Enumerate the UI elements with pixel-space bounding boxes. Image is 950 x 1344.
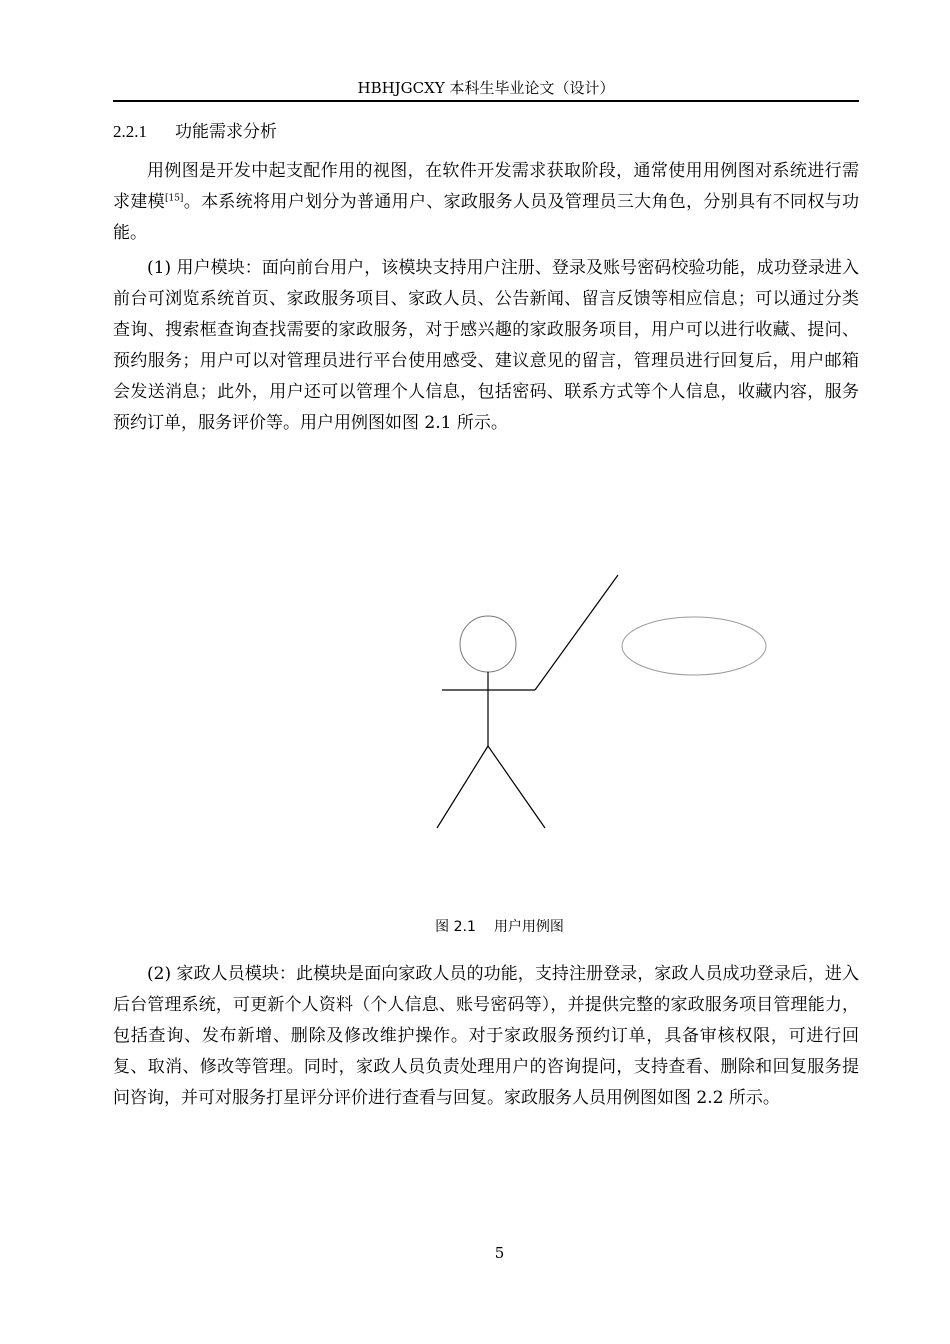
- actor-figure: [437, 616, 545, 828]
- use-case-ellipse: [622, 617, 766, 675]
- citation-reference: [15]: [164, 193, 184, 204]
- actor-leg-left: [437, 746, 488, 828]
- page-number: 5: [494, 1244, 505, 1262]
- actor-leg-right: [488, 746, 545, 828]
- section-number: 2.2.1: [113, 122, 147, 141]
- paragraph-intro-text: 用例图是开发中起支配作用的视图，在软件开发需求获取阶段，通常使用用例图对系统进行需求建模: [113, 161, 859, 212]
- association-line: [535, 575, 618, 690]
- page-header: HBHJGCXY 本科生毕业论文（设计）: [357, 79, 615, 97]
- paragraph-intro-text-continued: 。本系统将用户划分为普通用户、家政服务人员及管理员三大角色，分别具有不同权与功能。: [113, 192, 860, 243]
- figure-caption: [113, 916, 886, 938]
- paragraph-staff-module: (2) 家政人员模块：此模块是面向家政人员的功能，支持注册登录，家政人员成功登录后，进入后台管理系统，可更新个人资料（个人信息、账号密码等），并提供完整的家政服务项目管理能力，包括查询、发布新增、删除及修改维护操作。对于家政服务预约订单，具备审核权限，可进行回复、取消、修改等管理。同时，家政人员负责处理用户的咨询提问，支持查看、删除和回复服务提问咨询，并可对服务打星评分评价进行查看与回复。家政服务人员用例图如图 2.2 所示。: [113, 964, 859, 1108]
- section-title: 功能需求分析: [175, 122, 277, 142]
- actor-head: [460, 616, 516, 672]
- use-case-diagram-svg: [380, 560, 800, 850]
- section-heading: [113, 119, 277, 145]
- paragraph-user-module: (1) 用户模块：面向前台用户，该模块支持用户注册、登录及账号密码校验功能，成功登录进入前台可浏览系统首页、家政服务项目、家政人员、公告新闻、留言反馈等相应信息；可以通过分类查询、搜索框查询查找需要的家政服务，对于感兴趣的家政服务项目，用户可以进行收藏、提问、预约服务；用户可以对管理员进行平台使用感受、建议意见的留言，管理员进行回复后，用户邮箱会发送消息；此外，用户还可以管理个人信息，包括密码、联系方式等个人信息，收藏内容，服务预约订单，服务评价等。用户用例图如图 2.1 所示。: [113, 258, 859, 433]
- use-case-diagram: [380, 560, 800, 850]
- paragraph-intro: [113, 156, 859, 249]
- figure-caption-number: 图 2.1: [435, 919, 476, 935]
- header-divider: [113, 100, 859, 102]
- figure-caption-title: 用户用例图: [493, 919, 564, 935]
